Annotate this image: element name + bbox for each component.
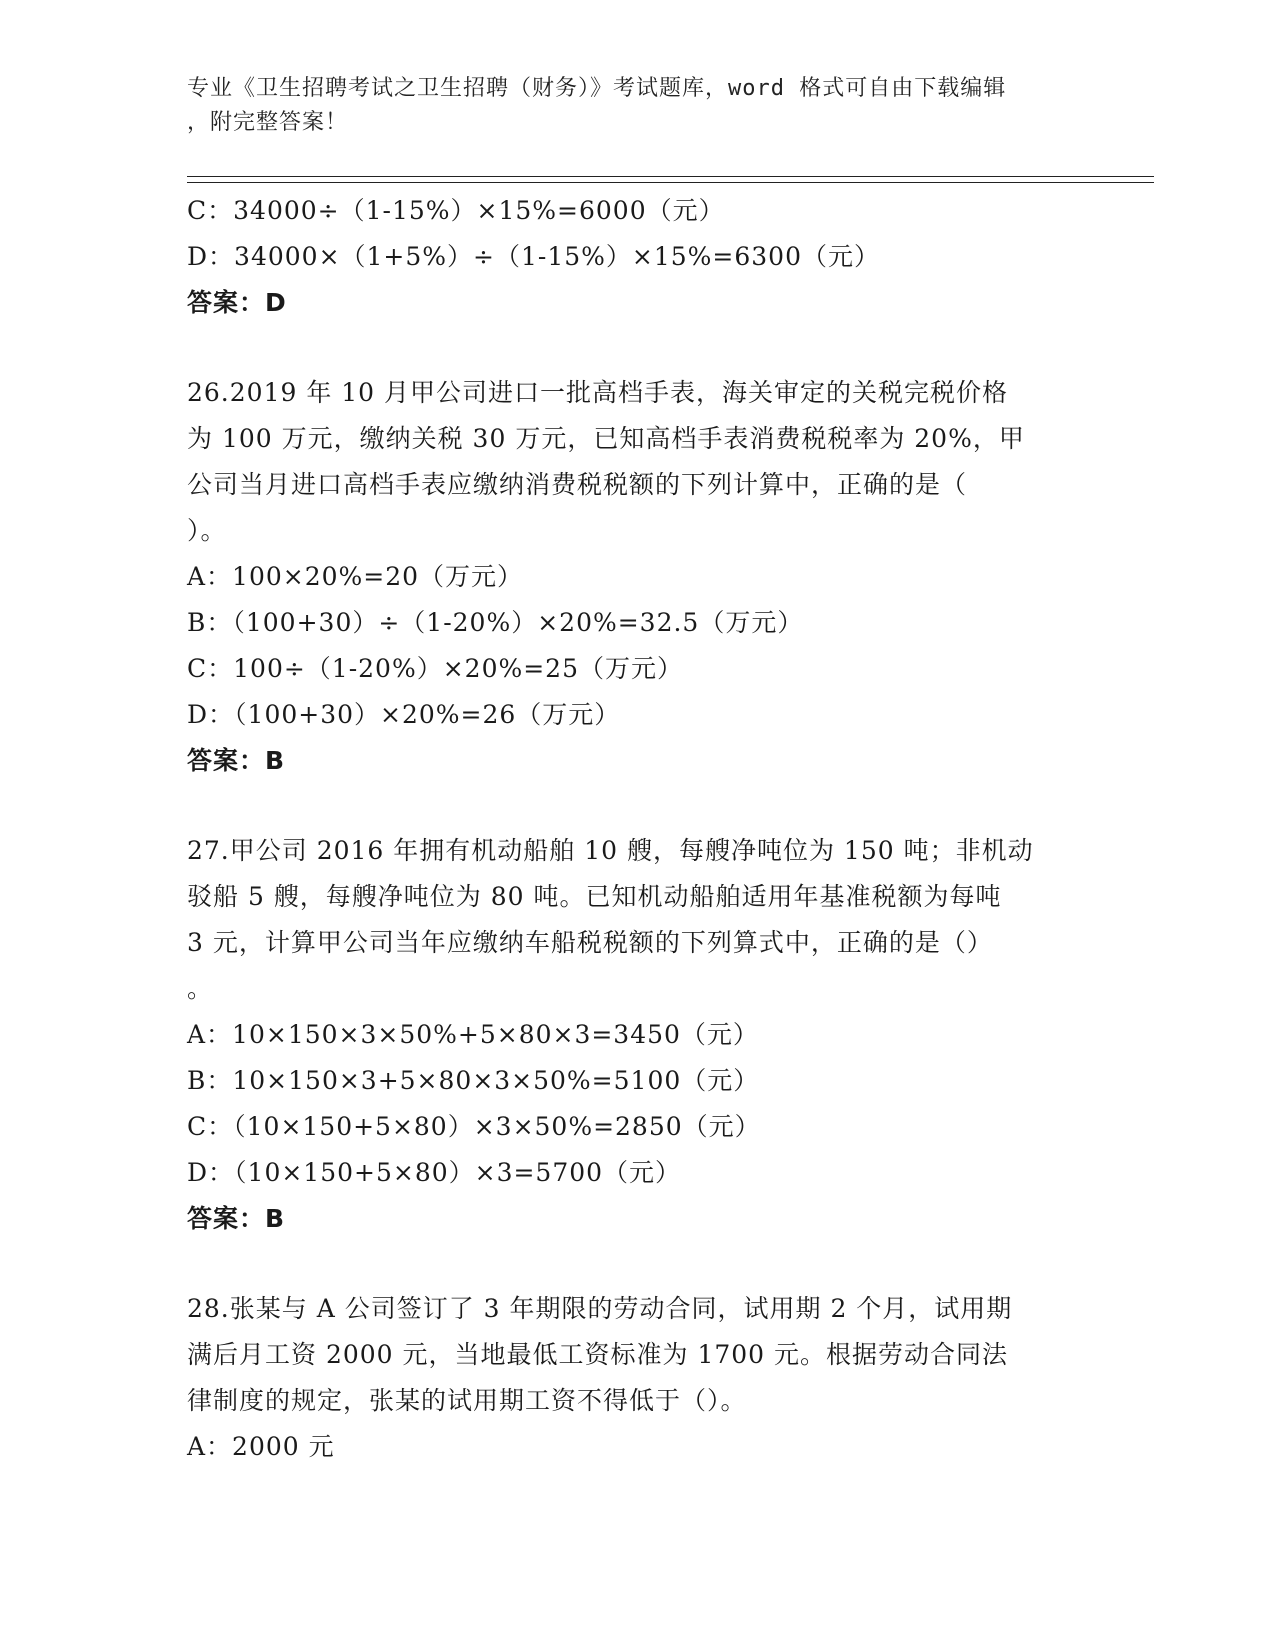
option-d: D：（100+30）×20%=26（万元） (187, 700, 621, 729)
question-26 (187, 370, 1087, 784)
answer-line: 答案：B (187, 1204, 286, 1233)
spacer (187, 326, 1087, 370)
option-a: A：10×150×3×50%+5×80×3=3450（元） (187, 1020, 759, 1049)
header-divider-bottom (187, 182, 1154, 183)
option-c: C：（10×150+5×80）×3×50%=2850（元） (187, 1112, 761, 1141)
question-stem-line: 公司当月进口高档手表应缴纳消费税税额的下列计算中，正确的是（ (187, 470, 968, 499)
answer-line: 答案：B (187, 746, 286, 775)
header-line-1: 专业《卫生招聘考试之卫生招聘（财务）》考试题库，word 格式可自由下载编辑 (187, 76, 1007, 101)
spacer (187, 1242, 1087, 1286)
question-stem-line: 26.2019 年 10 月甲公司进口一批高档手表，海关审定的关税完税价格 (187, 378, 1009, 407)
prev-question-block (187, 188, 1087, 326)
option-d: D：（10×150+5×80）×3=5700（元） (187, 1158, 682, 1187)
question-stem-line: 28.张某与 A 公司签订了 3 年期限的劳动合同，试用期 2 个月，试用期 (187, 1294, 1013, 1323)
question-stem-line: ）。 (187, 516, 227, 545)
question-stem-line: 27.甲公司 2016 年拥有机动船舶 10 艘，每艘净吨位为 150 吨；非机动 (187, 836, 1034, 865)
question-28 (187, 1286, 1087, 1470)
answer-line: 答案：D (187, 288, 287, 317)
question-stem-line: 为 100 万元，缴纳关税 30 万元，已知高档手表消费税税率为 20%，甲 (187, 424, 1025, 453)
document-header (187, 72, 1067, 140)
document-body (187, 188, 1087, 1470)
option-b: B：（100+30）÷（1-20%）×20%=32.5（万元） (187, 608, 804, 637)
option-d: D：34000×（1+5%）÷（1-15%）×15%=6300（元） (187, 242, 880, 271)
option-b: B：10×150×3+5×80×3×50%=5100（元） (187, 1066, 760, 1095)
spacer (187, 784, 1087, 828)
option-c: C：34000÷（1-15%）×15%=6000（元） (187, 196, 725, 225)
header-line-2: ，附完整答案！ (187, 110, 349, 135)
question-stem-line: 3 元，计算甲公司当年应缴纳车船税税额的下列算式中，正确的是（） (187, 928, 993, 957)
question-stem-line: 。 (187, 974, 214, 1003)
option-c: C：100÷（1-20%）×20%=25（万元） (187, 654, 683, 683)
header-divider-top (187, 176, 1154, 177)
option-a: A：2000 元 (187, 1432, 335, 1461)
question-stem-line: 驳船 5 艘，每艘净吨位为 80 吨。已知机动船舶适用年基准税额为每吨 (187, 882, 1002, 911)
question-27 (187, 828, 1087, 1242)
question-stem-line: 满后月工资 2000 元，当地最低工资标准为 1700 元。根据劳动合同法 (187, 1340, 1009, 1369)
question-stem-line: 律制度的规定，张某的试用期工资不得低于（）。 (187, 1386, 747, 1415)
option-a: A：100×20%=20（万元） (187, 562, 524, 591)
